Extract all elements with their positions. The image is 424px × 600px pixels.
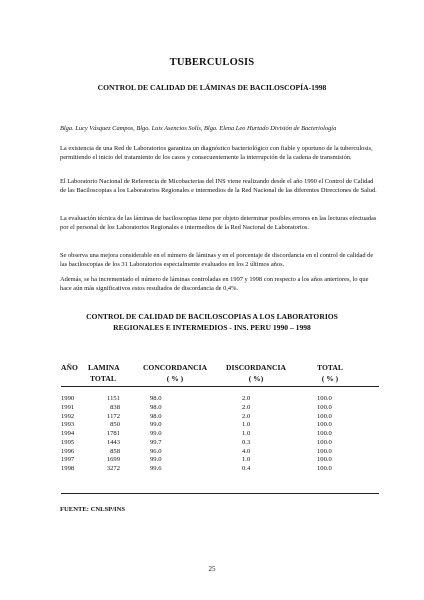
cell-concordancia: 99.0 xyxy=(150,430,162,437)
paragraph-4: Se observa una mejora considerable en el número de láminas y en el porcentaje de discordancia en el control de calidad de las baciloscopias de los 31 Laboratorios especialmente evaluados en los 2 últimos años. xyxy=(60,252,374,268)
cell-total: 100.0 xyxy=(317,412,332,420)
cell-concordancia: 98.0 xyxy=(150,395,162,402)
cell-concordancia: 99.6 xyxy=(150,465,162,472)
cell-discordancia: 1.0 xyxy=(242,430,251,437)
cell-year: 1997 xyxy=(61,456,75,464)
cell-total: 100.0 xyxy=(317,438,332,446)
cell-lamina-total: 1172 xyxy=(107,412,120,420)
cell-concordancia: 99.0 xyxy=(150,421,162,429)
cell-total: 100.0 xyxy=(317,447,332,455)
cell-concordancia: 99.7 xyxy=(150,438,162,446)
cell-total: 100.0 xyxy=(317,403,332,411)
cell-total: 100.0 xyxy=(317,421,332,429)
cell-discordancia: 0.4 xyxy=(242,465,251,472)
cell-lamina-total: 1699 xyxy=(106,456,120,464)
cell-total: 100.0 xyxy=(317,465,332,472)
document-title: TUBERCULOSIS xyxy=(169,57,255,68)
table-top-rule xyxy=(61,386,379,387)
header-total-line-2: ( % ) xyxy=(321,374,339,383)
cell-lamina-total: 1781 xyxy=(106,430,120,437)
cell-concordancia: 98.0 xyxy=(150,412,162,420)
cell-discordancia: 2.0 xyxy=(242,412,251,420)
header-lamina-line-2: TOTAL xyxy=(90,374,116,383)
cell-discordancia: 1.0 xyxy=(242,421,251,429)
cell-year: 1995 xyxy=(61,438,75,446)
header-lamina-line-1: LAMINA xyxy=(88,363,120,372)
header-concordancia-line-2: ( % ) xyxy=(166,374,184,383)
paragraph-5: Además, se ha incrementado el número de láminas controladas en 1997 y 1998 con respecto a los años anteriores, lo que hace aún más significativos estos resultados de discordancia de 0,4%. xyxy=(60,276,369,292)
header-lamina xyxy=(88,362,120,384)
header-concordancia xyxy=(130,362,220,384)
cell-total: 100.0 xyxy=(317,395,332,402)
cell-year: 1998 xyxy=(61,465,75,472)
paragraph-2: El Laboratorio Nacional de Referencia de Micobacterias del INS viene realizando desde el año 1990 el Control de Calidad de las Baciloscopias a los Laboratorios Regionales e intermedios de la Red Nacional de las diferentes Direcciones de Salud. xyxy=(60,178,377,194)
cell-discordancia: 0.3 xyxy=(242,438,251,446)
cell-lamina-total: 1151 xyxy=(107,395,120,402)
authors-line: Blga. Lucy Vásquez Campos, Blgo. Luis Asencios Solís, Blga. Elena Leo Hurtado División de Bacteriología xyxy=(60,125,337,132)
cell-year: 1993 xyxy=(61,421,75,429)
cell-year: 1990 xyxy=(61,395,75,402)
cell-concordancia: 99.0 xyxy=(150,456,162,464)
table-source: FUENTE: CNLSP/INS xyxy=(60,506,126,513)
header-total xyxy=(306,362,354,384)
header-year: AÑO xyxy=(61,363,78,372)
cell-concordancia: 98.0 xyxy=(150,403,162,411)
cell-lamina-total: 3272 xyxy=(106,465,120,472)
table-title-line-2: REGIONALES E INTERMEDIOS - INS. PERU 1990 – 1998 xyxy=(113,323,311,332)
paragraph-3: La evaluación técnica de las láminas de baciloscopias tiene por objeto determinar posibles errores en las lecturas efectuadas por el personal de los Laboratorios Regionales e intermedios de la Red Nacional de Laboratorios. xyxy=(60,215,377,231)
cell-year: 1994 xyxy=(61,430,75,437)
table-bottom-rule xyxy=(61,493,379,494)
cell-lamina-total: 838 xyxy=(110,403,120,411)
cell-lamina-total: 858 xyxy=(110,447,120,455)
cell-lamina-total: 850 xyxy=(110,421,120,429)
cell-total: 100.0 xyxy=(317,430,332,437)
cell-year: 1996 xyxy=(61,447,75,455)
cell-concordancia: 96.0 xyxy=(150,447,162,455)
document-subtitle: CONTROL DE CALIDAD DE LÁMINAS DE BACILOSCOPÍA-1998 xyxy=(97,83,327,92)
header-discordancia-line-2: ( %) xyxy=(248,374,264,383)
header-concordancia-line-1: CONCORDANCIA xyxy=(142,363,208,372)
header-total-line-1: TOTAL xyxy=(317,363,343,372)
table-title xyxy=(0,311,424,333)
cell-discordancia: 4.0 xyxy=(242,447,251,455)
header-discordancia-line-1: DISCORDANCIA xyxy=(226,363,286,372)
cell-year: 1991 xyxy=(61,403,75,411)
header-discordancia xyxy=(214,362,298,384)
cell-discordancia: 2.0 xyxy=(242,403,251,411)
cell-total: 100.0 xyxy=(317,456,332,464)
page-number: 25 xyxy=(208,565,216,573)
table-title-line-1: CONTROL DE CALIDAD DE BACILOSCOPIAS A LOS LABORATORIOS xyxy=(86,312,338,321)
cell-discordancia: 2.0 xyxy=(242,395,251,402)
cell-lamina-total: 1443 xyxy=(106,438,120,446)
cell-year: 1992 xyxy=(61,412,75,420)
paragraph-1: La existencia de una Red de Laboratorios garantiza un diagnóstico bacteriológico con fiable y oportuno de la tuberculosis, permitiendo el inicio del tratamiento de los casos y consecuentemente la interrupción de la cadena de transmisión. xyxy=(60,145,373,161)
cell-discordancia: 1.0 xyxy=(242,456,251,464)
